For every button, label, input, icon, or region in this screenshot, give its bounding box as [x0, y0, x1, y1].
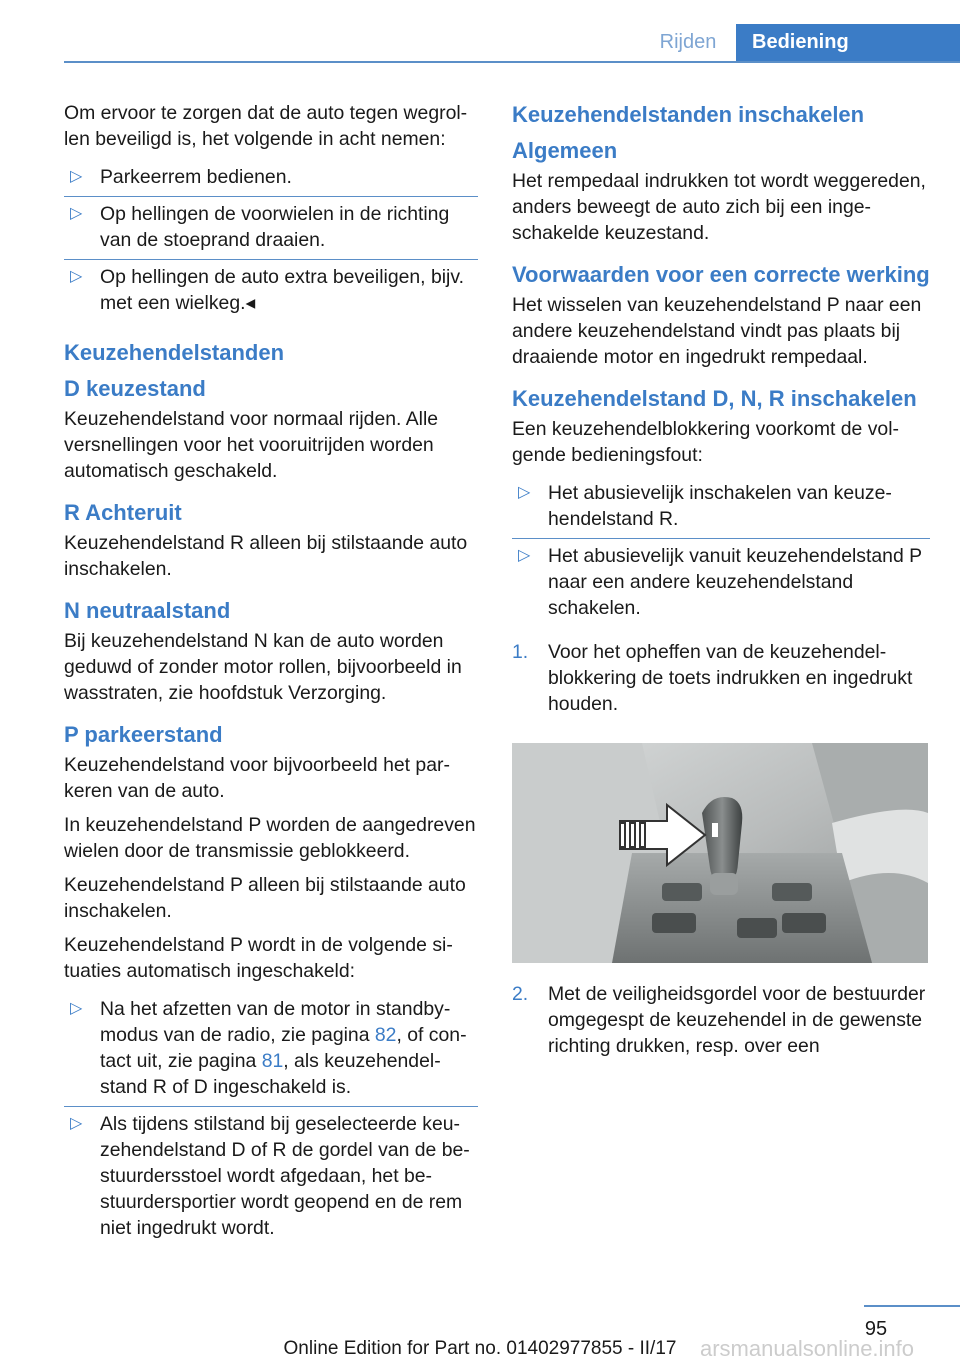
- tab-rijden[interactable]: Rijden: [659, 31, 717, 53]
- triangle-bullet-icon: ▷: [70, 1115, 83, 1132]
- p-text-4: Keuzehendelstand P wordt in de volgende situaties automatisch ingeschakeld:: [64, 934, 453, 982]
- edition-line: Online Edition for Part no. 01402977855 - II/17: [283, 1338, 677, 1359]
- p-text-3: Keuzehendelstand P alleen bij stilstaande auto inschakelen.: [64, 874, 466, 922]
- page-number: 95: [864, 1318, 888, 1340]
- auto-park-bullet-list: [64, 992, 478, 1247]
- heading-algemeen: Algemeen: [512, 138, 618, 163]
- section-title-inschakelen: Keuzehendelstanden inschakelen: [512, 102, 865, 127]
- step-number: 2.: [512, 983, 529, 1005]
- steps-list-1: [512, 635, 930, 723]
- list-item: ▷ Het abusievelijk inschakelen van keuzehendelstand R.: [512, 476, 930, 539]
- p-text-2: In keuzehendelstand P worden de aangedreven wielen door de transmissie geblokkeerd.: [64, 814, 476, 862]
- list-item: ▷ Als tijdens stilstand bij geselecteerde keuzehendelstand D of R de gordel van de bestuurdersstoel wordt afgedaan, het bestuurdersportier wordt geopend en de rem niet ingedrukt wordt.: [70, 1113, 470, 1239]
- triangle-bullet-icon: ▷: [70, 168, 83, 185]
- heading-dnr-inschakelen: Keuzehendelstand D, N, R inschakelen: [512, 386, 917, 411]
- left-column: [64, 100, 478, 1255]
- heading-r-achteruit: R Achteruit: [64, 500, 182, 525]
- page-link-82[interactable]: 82: [374, 1024, 397, 1046]
- list-item: ▷ Na het afzetten van de motor in standby-modus van de radio, zie pagina 82, of contact uit, zie pagina 81, als keuzehendelstand R of D ingeschakeld is.: [64, 992, 478, 1107]
- intro-text: Om ervoor te zorgen dat de auto tegen wegrollen beveiligd is, het volgende in acht nemen:: [64, 102, 468, 150]
- list-item: 1. Voor het opheffen van de keuzehendelblokkering de toets indrukken en ingedrukt houden.: [512, 641, 913, 715]
- gear-selector-photo: [512, 743, 928, 963]
- list-item: ▷ Parkeerrem bedienen.: [64, 160, 478, 197]
- heading-n-neutraalstand: N neutraalstand: [64, 598, 231, 623]
- page-link-81[interactable]: 81: [261, 1050, 284, 1072]
- n-text: Bij keuzehendelstand N kan de auto worden geduwd of zonder motor rollen, bijvoorbeeld in wasstraten, zie hoofdstuk Verzorging.: [64, 630, 462, 704]
- triangle-bullet-icon: ▷: [70, 1000, 83, 1017]
- heading-d-keuzestand: D keuzestand: [64, 376, 206, 401]
- watermark: arsmanualsonline.info: [700, 1336, 915, 1361]
- footer-rule: [864, 1305, 960, 1307]
- algemeen-text: Het rempedaal indrukken tot wordt weggereden, anders beweegt de auto zich bij een ingeschakelde keuzestand.: [512, 170, 926, 244]
- voorwaarden-text: Het wisselen van keuzehendelstand P naar een andere keuzehendelstand vindt pas plaats bij draaiende motor en ingedrukt rempedaal.: [512, 294, 922, 368]
- heading-p-parkeerstand: P parkeerstand: [64, 722, 223, 747]
- list-item: ▷ Het abusievelijk vanuit keuzehendelstand P naar een andere keuzehendelstand schakelen.: [518, 545, 922, 619]
- step-number: 1.: [512, 641, 529, 663]
- heading-voorwaarden: Voorwaarden voor een correcte werking: [512, 262, 930, 287]
- right-column: [512, 100, 930, 1073]
- tab-bediening[interactable]: Bediening: [736, 24, 960, 61]
- header-rule: [64, 61, 960, 63]
- parking-bullet-list: [64, 160, 478, 322]
- error-bullet-list: [512, 476, 930, 627]
- r-text: Keuzehendelstand R alleen bij stilstaande auto inschakelen.: [64, 532, 468, 580]
- list-item: 2. Met de veiligheidsgordel voor de bestuurder omgegespt de keuzehendel in de gewenste richting drukken, resp. over een: [512, 983, 926, 1057]
- triangle-bullet-icon: ▷: [518, 547, 531, 564]
- triangle-bullet-icon: ▷: [70, 268, 83, 285]
- triangle-bullet-icon: ▷: [518, 484, 531, 501]
- p-text-1: Keuzehendelstand voor bijvoorbeeld het parkeren van de auto.: [64, 754, 450, 802]
- steps-list-2: [512, 977, 930, 1065]
- triangle-bullet-icon: ▷: [70, 205, 83, 222]
- dnr-text: Een keuzehendelblokkering voorkomt de volgende bedieningsfout:: [512, 418, 899, 466]
- list-item: ▷ Op hellingen de auto extra beveiligen, bijv. met een wielkeg.◂: [70, 266, 464, 314]
- list-item: ▷ Op hellingen de voorwielen in de richting van de stoeprand draaien.: [64, 197, 478, 260]
- d-text: Keuzehendelstand voor normaal rijden. Alle versnellingen voor het vooruitrijden worden automatisch geschakeld.: [64, 408, 439, 482]
- section-title-keuzehendelstanden: Keuzehendelstanden: [64, 340, 285, 365]
